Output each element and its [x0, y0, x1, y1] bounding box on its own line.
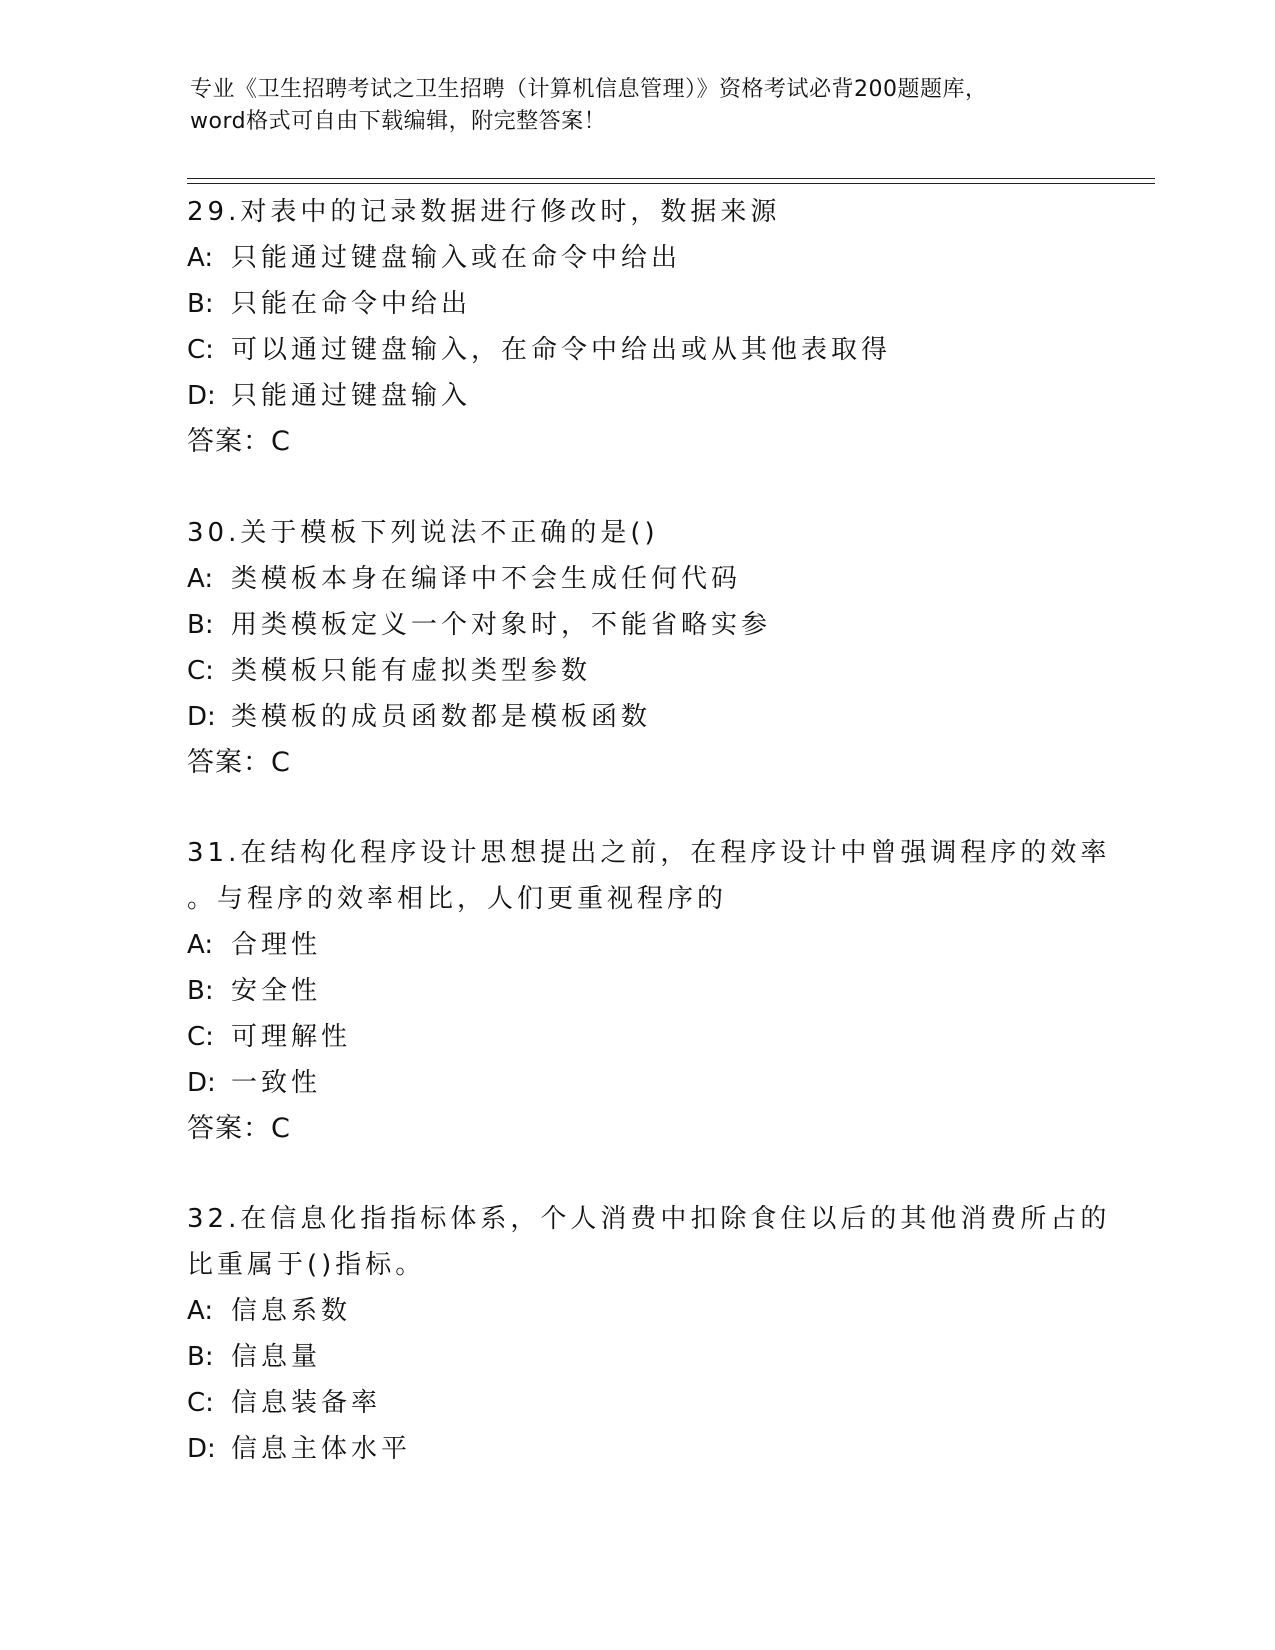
- option-text: 安全性: [231, 976, 322, 1006]
- option-c: [187, 1380, 1087, 1426]
- option-text: 信息量: [231, 1342, 322, 1372]
- question-29: [187, 189, 1087, 465]
- header-line-1: 专业《卫生招聘考试之卫生招聘（计算机信息管理）》资格考试必背200题题库，: [190, 77, 988, 102]
- option-letter: B:: [187, 1342, 214, 1372]
- question-31: [187, 830, 1111, 1152]
- option-text: 类模板只能有虚拟类型参数: [231, 656, 592, 686]
- option-b: [187, 968, 1087, 1014]
- question-stem-continued: 比重属于()指标。: [187, 1250, 426, 1280]
- question-stem: 30.关于模板下列说法不正确的是(): [187, 518, 659, 548]
- answer-label: 答案：C: [187, 747, 291, 778]
- header-line-2: word格式可自由下载编辑，附完整答案！: [190, 109, 607, 134]
- option-text: 只能通过键盘输入或在命令中给出: [231, 243, 682, 273]
- option-text: 一致性: [231, 1068, 322, 1098]
- option-letter: B:: [187, 289, 214, 319]
- option-letter: C:: [187, 656, 214, 686]
- option-letter: B:: [187, 976, 214, 1006]
- option-letter: D:: [187, 1068, 216, 1098]
- option-d: [187, 1060, 1087, 1106]
- option-letter: C:: [187, 1022, 214, 1052]
- option-c: [187, 327, 1087, 373]
- option-a: [187, 1288, 1087, 1334]
- option-text: 信息主体水平: [231, 1434, 412, 1464]
- option-letter: D:: [187, 1434, 216, 1464]
- answer-label: 答案：C: [187, 1113, 291, 1144]
- option-letter: A:: [187, 564, 214, 594]
- option-letter: B:: [187, 610, 214, 640]
- option-text: 可理解性: [231, 1022, 352, 1052]
- option-text: 合理性: [231, 930, 322, 960]
- option-text: 信息装备率: [231, 1388, 382, 1418]
- option-letter: A:: [187, 1296, 214, 1326]
- header-divider-top: [187, 178, 1155, 179]
- option-letter: D:: [187, 381, 216, 411]
- option-letter: A:: [187, 930, 214, 960]
- option-c: [187, 648, 1087, 694]
- answer-label: 答案：C: [187, 426, 291, 457]
- question-stem: 32.在信息化指指标体系，个人消费中扣除食住以后的其他消费所占的: [187, 1204, 1111, 1234]
- question-stem: 29.对表中的记录数据进行修改时，数据来源: [187, 197, 781, 227]
- option-d: [187, 1426, 1087, 1472]
- option-b: [187, 602, 1087, 648]
- option-text: 只能通过键盘输入: [231, 381, 472, 411]
- option-c: [187, 1014, 1087, 1060]
- option-letter: A:: [187, 243, 214, 273]
- question-stem-continued: 。与程序的效率相比，人们更重视程序的: [187, 884, 728, 914]
- option-d: [187, 373, 1087, 419]
- option-a: [187, 556, 1087, 602]
- question-32: [187, 1196, 1111, 1472]
- option-text: 类模板的成员函数都是模板函数: [231, 702, 652, 732]
- header-divider-bottom: [187, 183, 1155, 184]
- option-letter: C:: [187, 1388, 214, 1418]
- option-b: [187, 1334, 1087, 1380]
- question-30: [187, 510, 1087, 786]
- option-letter: D:: [187, 702, 216, 732]
- option-text: 信息系数: [231, 1296, 352, 1326]
- document-header: [190, 74, 1090, 138]
- option-letter: C:: [187, 335, 214, 365]
- question-stem: 31.在结构化程序设计思想提出之前，在程序设计中曾强调程序的效率: [187, 838, 1111, 868]
- option-text: 可以通过键盘输入，在命令中给出或从其他表取得: [231, 335, 892, 365]
- option-a: [187, 235, 1087, 281]
- option-d: [187, 694, 1087, 740]
- option-b: [187, 281, 1087, 327]
- option-text: 只能在命令中给出: [231, 289, 472, 319]
- option-text: 类模板本身在编译中不会生成任何代码: [231, 564, 742, 594]
- option-text: 用类模板定义一个对象时，不能省略实参: [231, 610, 772, 640]
- option-a: [187, 922, 1087, 968]
